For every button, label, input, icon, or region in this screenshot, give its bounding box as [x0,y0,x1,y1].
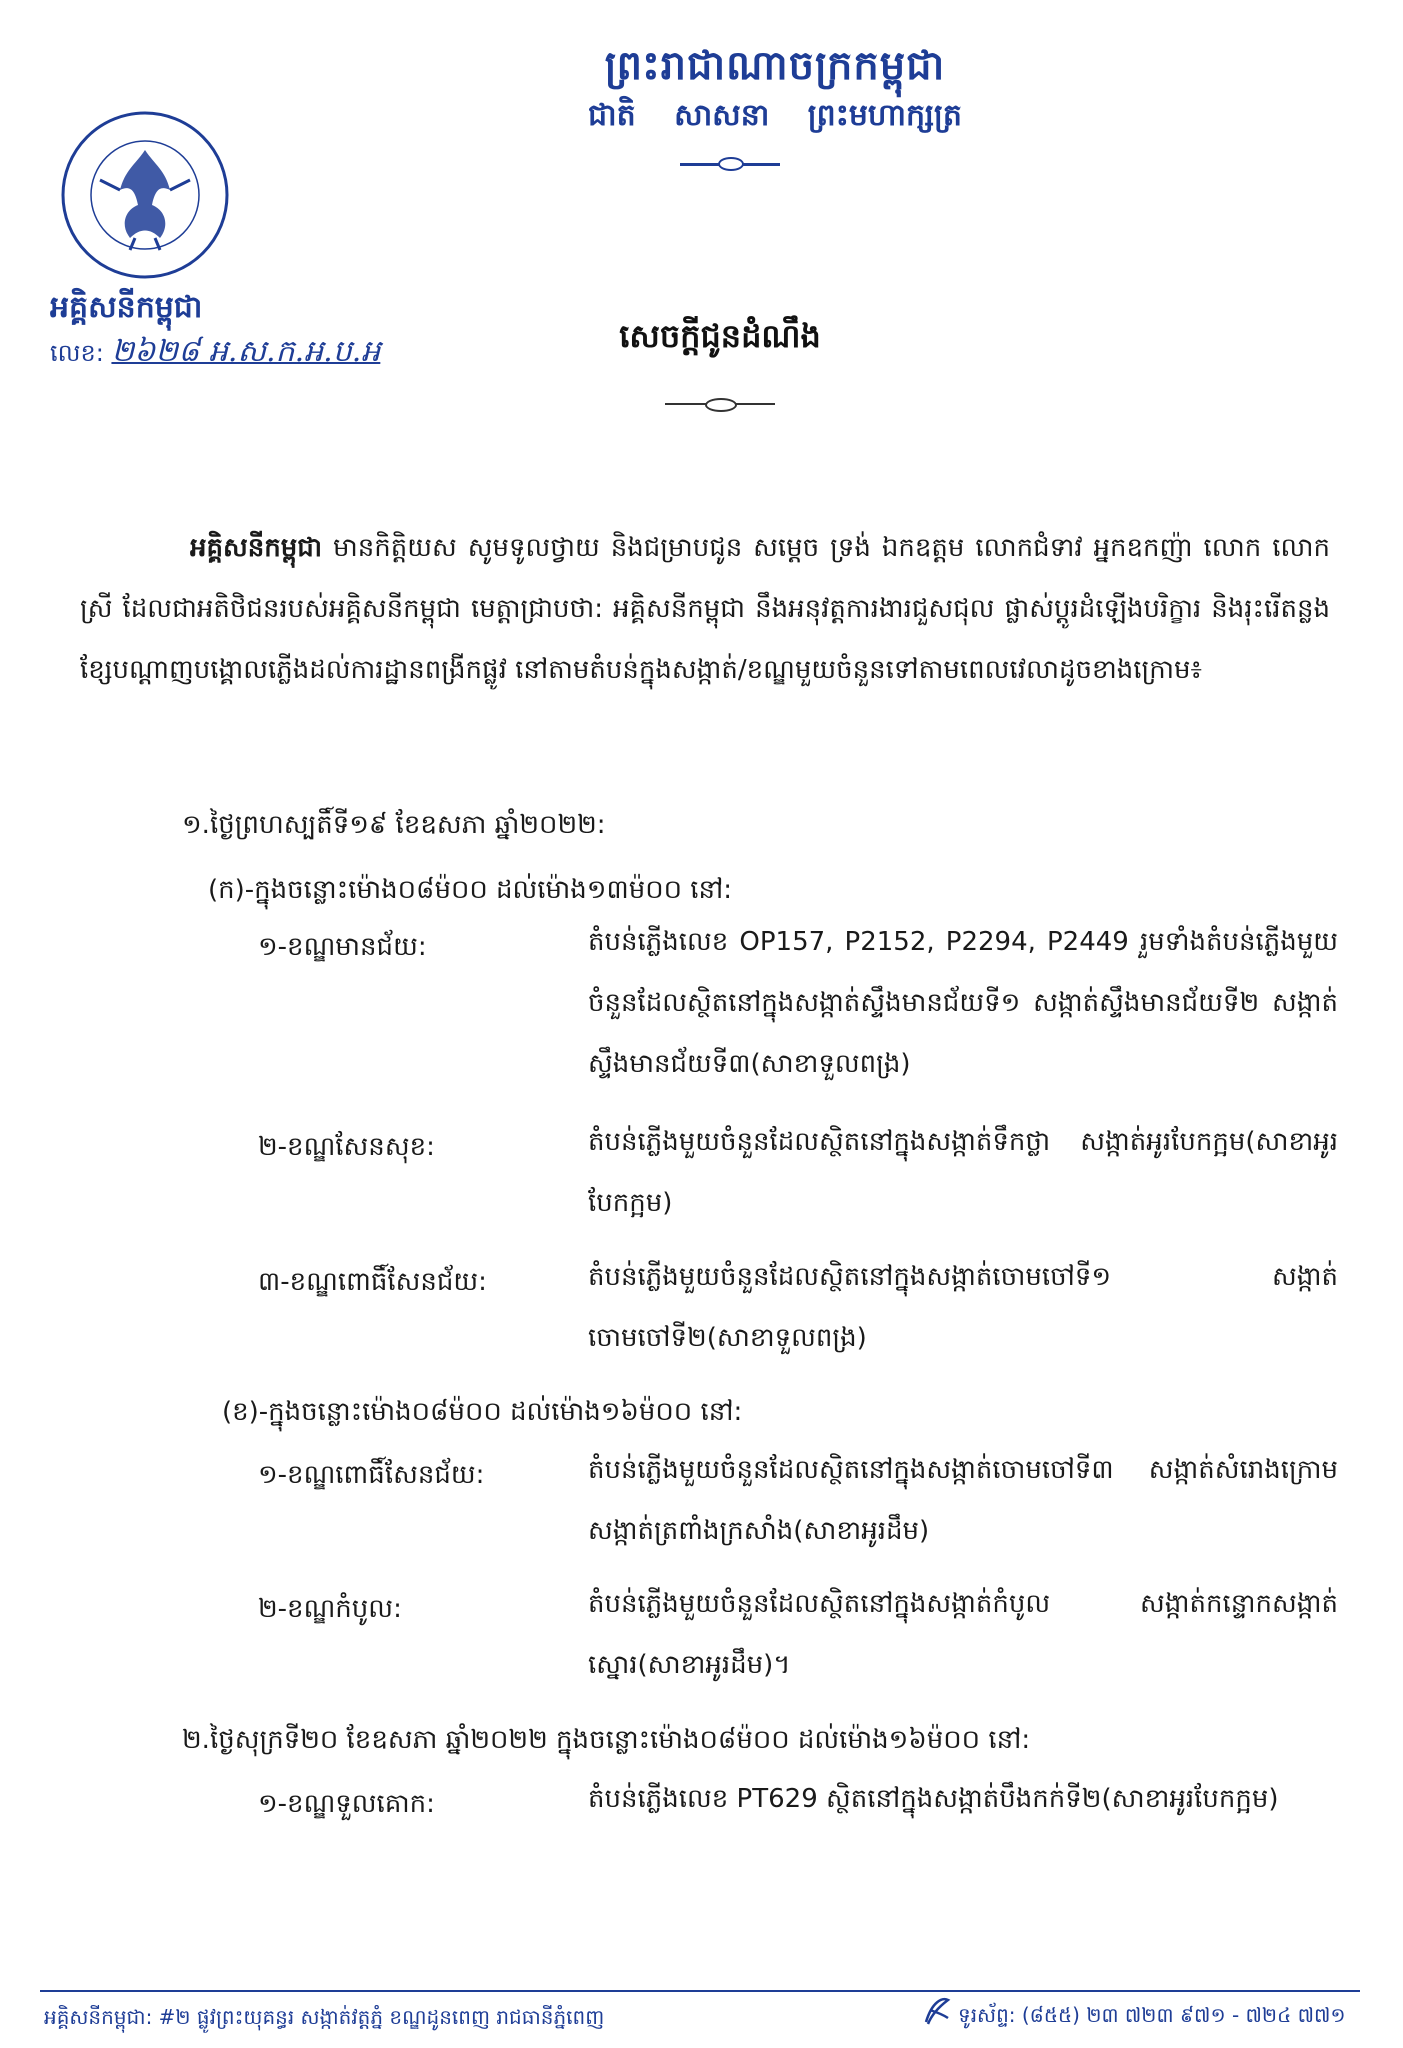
footer-phone [918,2002,1346,2032]
seal-icon [60,110,230,280]
national-motto: ជាតិ សាសនា ព្រះមហាក្សត្រ [588,98,962,133]
item-label: ១-ខណ្ឌពោធិ៍សែនជ័យ: [258,1460,485,1490]
item-label: ២-ខណ្ឌកំបូល: [258,1594,402,1624]
section-2-heading: ២.ថ្ងៃសុក្រទី២០ ខែឧសភា ឆ្នាំ២០២២ ក្នុងចន្លោះម៉ោង០៨ម៉០០ ដល់ម៉ោង១៦ម៉០០ នៅ: [182,1725,1031,1755]
document-title: សេចក្តីជូនដំណឹង [619,317,821,355]
item-text: តំបន់ភ្លើងលេខ OP157, P2152, P2294, P2449 រួមទាំងតំបន់ភ្លើងមួយចំនួនដែលស្ថិតនៅក្នុងសង្កាត់ស្ទឹងមានជ័យទី១ សង្កាត់ស្ទឹងមានជ័យទី២ សង្កាត់ស្ទឹងមានជ័យទី៣(សាខាទួលពង្រ) [588,927,1338,1079]
item-text: តំបន់ភ្លើងមួយចំនួនដែលស្ថិតនៅក្នុងសង្កាត់ចោមចៅទី១ សង្កាត់ចោមចៅទី២(សាខាទួលពង្រ) [588,1262,1338,1353]
footer-divider [40,1990,1360,1992]
item-label: ២-ខណ្ឌសែនសុខ: [258,1132,435,1162]
header-ornament-dot [718,157,744,171]
item-text: តំបន់ភ្លើងលេខ PT629 ស្ថិតនៅក្នុងសង្កាត់បឹងកក់ទី២(សាខាអូរបែកក្អម) [588,1784,1279,1814]
item-text: តំបន់ភ្លើងមួយចំនួនដែលស្ថិតនៅក្នុងសង្កាត់ទឹកថ្លា សង្កាត់អូរបែកក្អម(សាខាអូរបែកក្អម) [588,1127,1338,1218]
item-text: តំបន់ភ្លើងមួយចំនួនដែលស្ថិតនៅក្នុងសង្កាត់កំបូល សង្កាត់កន្ទោកសង្កាត់ស្នោរ(សាខាអូរដឹម)។ [588,1589,1338,1680]
footer-address: អគ្គិសនីកម្ពុជា: #២ ផ្លូវព្រះយុគន្ធរ សង្កាត់វត្តភ្នំ ខណ្ឌដូនពេញ រាជធានីភ្នំពេញ [44,2005,605,2029]
intro-text: មានកិត្តិយស សូមទូលថ្វាយ និងជម្រាបជូន សម្តេច ទ្រង់ ឯកឧត្តម លោកជំទាវ អ្នកឧកញ៉ា លោក លោកស្រី ដែលជាអតិថិជនរបស់អគ្គិសនីកម្ពុជា មេត្តាជ្រាបថា: អគ្គិសនីកម្ពុជា នឹងអនុវត្តការងារជួសជុល ផ្លាស់ប្តូរដំឡើងបរិក្ខារ និងរុះរើតន្លងខ្សែបណ្តាញបង្គោលភ្លើងដល់ការដ្ឋានពង្រីកផ្លូវ នៅតាមតំបន់ក្នុងសង្កាត់/ខណ្ឌមួយចំនួនទៅតាមពេលវេលាដូចខាងក្រោម៖ [80,533,1330,685]
item-label: ១-ខណ្ឌមានជ័យ: [258,932,427,962]
item-label: ៣-ខណ្ឌពោធិ៍សែនជ័យ: [258,1267,487,1297]
reference-number [50,332,380,376]
title-ornament-dot [705,398,737,412]
item-label: ១-ខណ្ឌទួលគោក: [258,1789,435,1819]
section-1a-heading: (ក)-ក្នុងចន្លោះម៉ោង០៨ម៉០០ ដល់ម៉ោង១៣ម៉០០ នៅ: [208,875,733,905]
intro-paragraph [80,518,1330,701]
section-1b-heading: (ខ)-ក្នុងចន្លោះម៉ោង០៨ម៉០០ ដល់ម៉ោង១៦ម៉០០ នៅ: [222,1397,743,1427]
section-1-heading: ១.ថ្ងៃព្រហស្បតិ៍ទី១៩ ខែឧសភា ឆ្នាំ២០២២: [182,810,606,840]
kingdom-heading: ព្រះរាជាណាចក្រកម្ពុជា [604,43,946,89]
reference-value: ២៦២៨ អ.ស.ក.អ.ប.អ [111,334,381,369]
reference-label: លេខ: [50,339,104,367]
item-text: តំបន់ភ្លើងមួយចំនួនដែលស្ថិតនៅក្នុងសង្កាត់ចោមចៅទី៣ សង្កាត់សំរោងក្រោម សង្កាត់ត្រពាំងក្រសាំង(សាខាអូរដឹម) [588,1455,1338,1546]
footer-phone-text: ទូរស័ព្ទ: (៨៥៥) ២៣ ៧២៣ ៩៧១ - ៧២៤ ៧៧១ [958,2003,1346,2027]
initials-icon [922,1992,952,2028]
org-name: អគ្គិសនីកម្ពុជា [50,290,203,325]
intro-org-name: អគ្គិសនីកម្ពុជា [190,533,323,563]
